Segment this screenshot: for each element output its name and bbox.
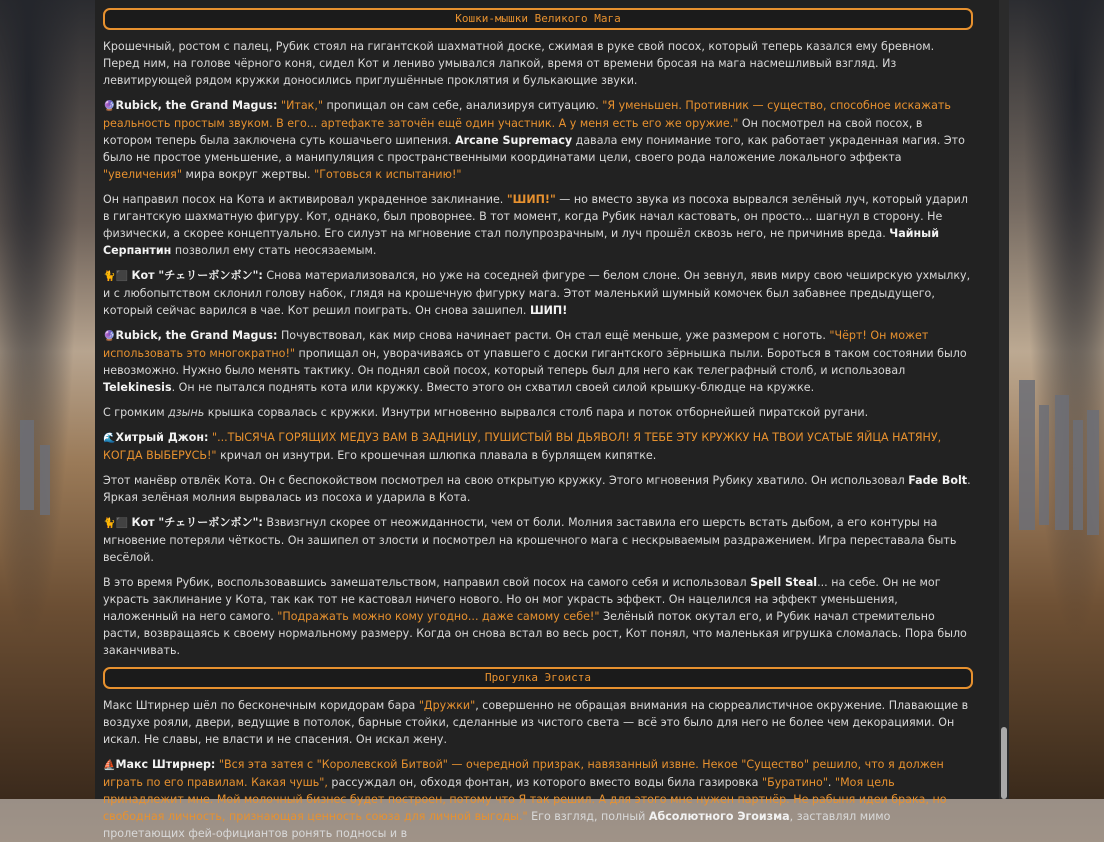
speaker-cat: Кот "チェリーボンボン": [131, 269, 263, 282]
cat-line: 🐈⬛ Кот "チェリーボンボン": Взвизгнул скорее от неожиданности, чем от боли. Молния заставила его шерсть встать дыбом, а его контуры на мгновение потеряли чёткость. Он зашипел от злости и посмотрел на крошечного мага с нескрываемым раздражением. Игра переставала быть весёлой. [103, 516, 957, 564]
paragraph: В это время Рубик, воспользовавшись замешательством, направил свой посох на самого себя и использовал Spell Steal... на себе. Он не мог украсть заклинание у Кота, так как тот не кастовал ничего нового. Но он мог украсть эффект. Он нацелился на эффект уменьшения, наложенный на него самого. "Подражать можно кому угодно... даже самому себе!" Зелёный поток окутал его, и Рубик начал стремительно расти, возвращаясь к своему нормальному размеру. Когда он снова встал во весь рост, Кот понял, что маленькая игрушка сломалась. Пора было заканчивать. [103, 576, 967, 657]
background-spire [1087, 410, 1099, 535]
paragraph: С громким дзынь крышка сорвалась с кружки. Изнутри мгновенно вырвался столб пара и поток отборнейшей пиратской ругани. [103, 406, 869, 419]
cat-icon: 🐈 [103, 271, 116, 282]
background-spire [1019, 380, 1035, 530]
black-square-icon: ⬛ [115, 518, 128, 529]
background-spire [20, 420, 34, 510]
speaker-john: Хитрый Джон: [115, 431, 209, 444]
background-left [0, 0, 95, 799]
paragraph: Он направил посох на Кота и активировал украденное заклинание. "ШИП!" — но вместо звука из посоха вырвался зелёный луч, который ударил в гигантскую шахматную фигуру. Кот, однако, был проворнее. В тот момент, когда Рубик начал кастовать, он просто... шагнул в сторону. Не физически, а скорее концептуально. Его силуэт на мгновение стал полупрозрачным, и луч прошёл сквозь него, не причинив вреда. Чайный Серпантин позволил ему стать неосязаемым. [103, 193, 968, 257]
cat-icon: 🐈 [103, 518, 116, 529]
wave-icon: 🌊 [103, 433, 116, 444]
scrollbar-track[interactable] [999, 0, 1009, 799]
paragraph: Этот манёвр отвлёк Кота. Он с беспокойством посмотрел на свою открытую кружку. Этого мгновения Рубику хватило. Он использовал Fade Bolt. Яркая зелёная молния вырвалась из посоха и ударила в Кота. [103, 474, 971, 504]
section-title-egoist: Прогулка Эгоиста [103, 667, 973, 689]
speaker-rubick: Rubick, the Grand Magus: [115, 329, 278, 342]
story-content [103, 0, 973, 842]
background-right [1009, 0, 1104, 799]
rubick-line: 🔮Rubick, the Grand Magus: Почувствовал, как мир снова начинает расти. Он стал ещё меньше, уже размером с ноготь. "Чёрт! Он может использовать это многократно!" пропищал он, уворачиваясь от упавшего с доски гигантского зёрнышка пыли. Бороться в таком состоянии было невозможно. Нужно было менять тактику. Он поднял свой посох, который теперь был для него как телеграфный столб, и использовал Telekinesis. Он не пытался поднять кота или кружку. Вместо этого он схватил своей силой крышку-блюдце на кружке. [103, 329, 967, 394]
speaker-cat: Кот "チェリーボンボン": [131, 516, 263, 529]
black-square-icon: ⬛ [115, 271, 128, 282]
section-title-magus: Кошки-мышки Великого Мага [103, 8, 973, 30]
paragraph: Макс Штирнер шёл по бесконечным коридорам бара "Дружки", совершенно не обращая внимания на сюрреалистичное окружение. Плавающие в воздухе рояли, двери, ведущие в потолок, барные стойки, сделанные из чистого света — всё это было для него не более чем декорациями. Он искал. Не славы, не власти и не спасения. Он искал жену. [103, 699, 969, 746]
crystal-ball-icon: 🔮 [103, 101, 116, 112]
scrollbar-thumb[interactable] [1001, 727, 1007, 799]
paragraph: Крошечный, ростом с палец, Рубик стоял на гигантской шахматной доске, сжимая в руке свой посох, который теперь казался ему бревном. Перед ним, на голове чёрного коня, сидел Кот и лениво умывался лапкой, время от времени бросая на мага насмешливый взгляд. Из левитирующей рядом кружки доносились приглушённые проклятия и булькающие звуки. [103, 40, 935, 87]
background-spire [1055, 395, 1069, 530]
rubick-line: 🔮Rubick, the Grand Magus: "Итак," пропищал он сам себе, анализируя ситуацию. "Я уменьшен. Противник — существо, способное искажать реальность простым звуком. В его... артефакте заточён ещё один участник. А у меня есть его же оружие." Он посмотрел на свой посох, в котором теперь была заключена суть кошачьего шипения. Arcane Supremacy давала ему понимание того, как работает украденная магия. Это было не простое уменьшение, а манипуляция с пространственными координатами цели, своего рода наложение локального эффекта "увеличения" мира вокруг жертвы. "Готовься к испытанию!" [103, 99, 965, 181]
max-line: ⛵Макс Штирнер: "Вся эта затея с "Королевской Битвой" — очередной призрак, навязанный извне. Некое "Существо" решило, что я должен играть по его правилам. Какая чушь", рассуждал он, обходя фонтан, из которого вместо воды била газировка "Буратино". "Моя цель принадлежит мне. Мой молочный бизнес будет построен, потому что Я так решил. А для этого мне нужен партнёр. Не рабыня идеи брака, но свободная личность, признающая ценность союза для личной выгоды." Его взгляд, полный Абсолютного Эгоизма, заставлял мимо пролетающих фей-официантов ронять подносы и в [103, 758, 947, 840]
speaker-max: Макс Штирнер: [115, 758, 216, 771]
background-spire [1039, 405, 1049, 525]
cat-line: 🐈⬛ Кот "チェリーボンボン": Снова материализовался, но уже на соседней фигуре — белом слоне. Он зевнул, явив миру свою чеширскую ухмылку, и с любопытством склонил голову набок, глядя на крошечную фигурку мага. Этот маленький шумный комочек был забавнее предыдущего, который сейчас варился в чае. Кот решил поиграть. Он снова зашипел. ШИП! [103, 269, 971, 317]
boat-icon: ⛵ [103, 760, 116, 771]
background-spire [40, 445, 50, 515]
speaker-rubick: Rubick, the Grand Magus: [115, 99, 278, 112]
chat-panel [95, 0, 1009, 840]
background-spire [1073, 420, 1083, 530]
crystal-ball-icon: 🔮 [103, 331, 116, 342]
john-line: 🌊Хитрый Джон: "...ТЫСЯЧА ГОРЯЩИХ МЕДУЗ ВАМ В ЗАДНИЦУ, ПУШИСТЫЙ ВЫ ДЬЯВОЛ! Я ТЕБЕ ЭТУ КРУЖКУ НА ТВОИ УСАТЫЕ ЯЙЦА НАТЯНУ, КОГДА ВЫБЕРУСЬ!" кричал он изнутри. Его крошечная шлюпка плавала в бурлящем кипятке. [103, 431, 942, 462]
